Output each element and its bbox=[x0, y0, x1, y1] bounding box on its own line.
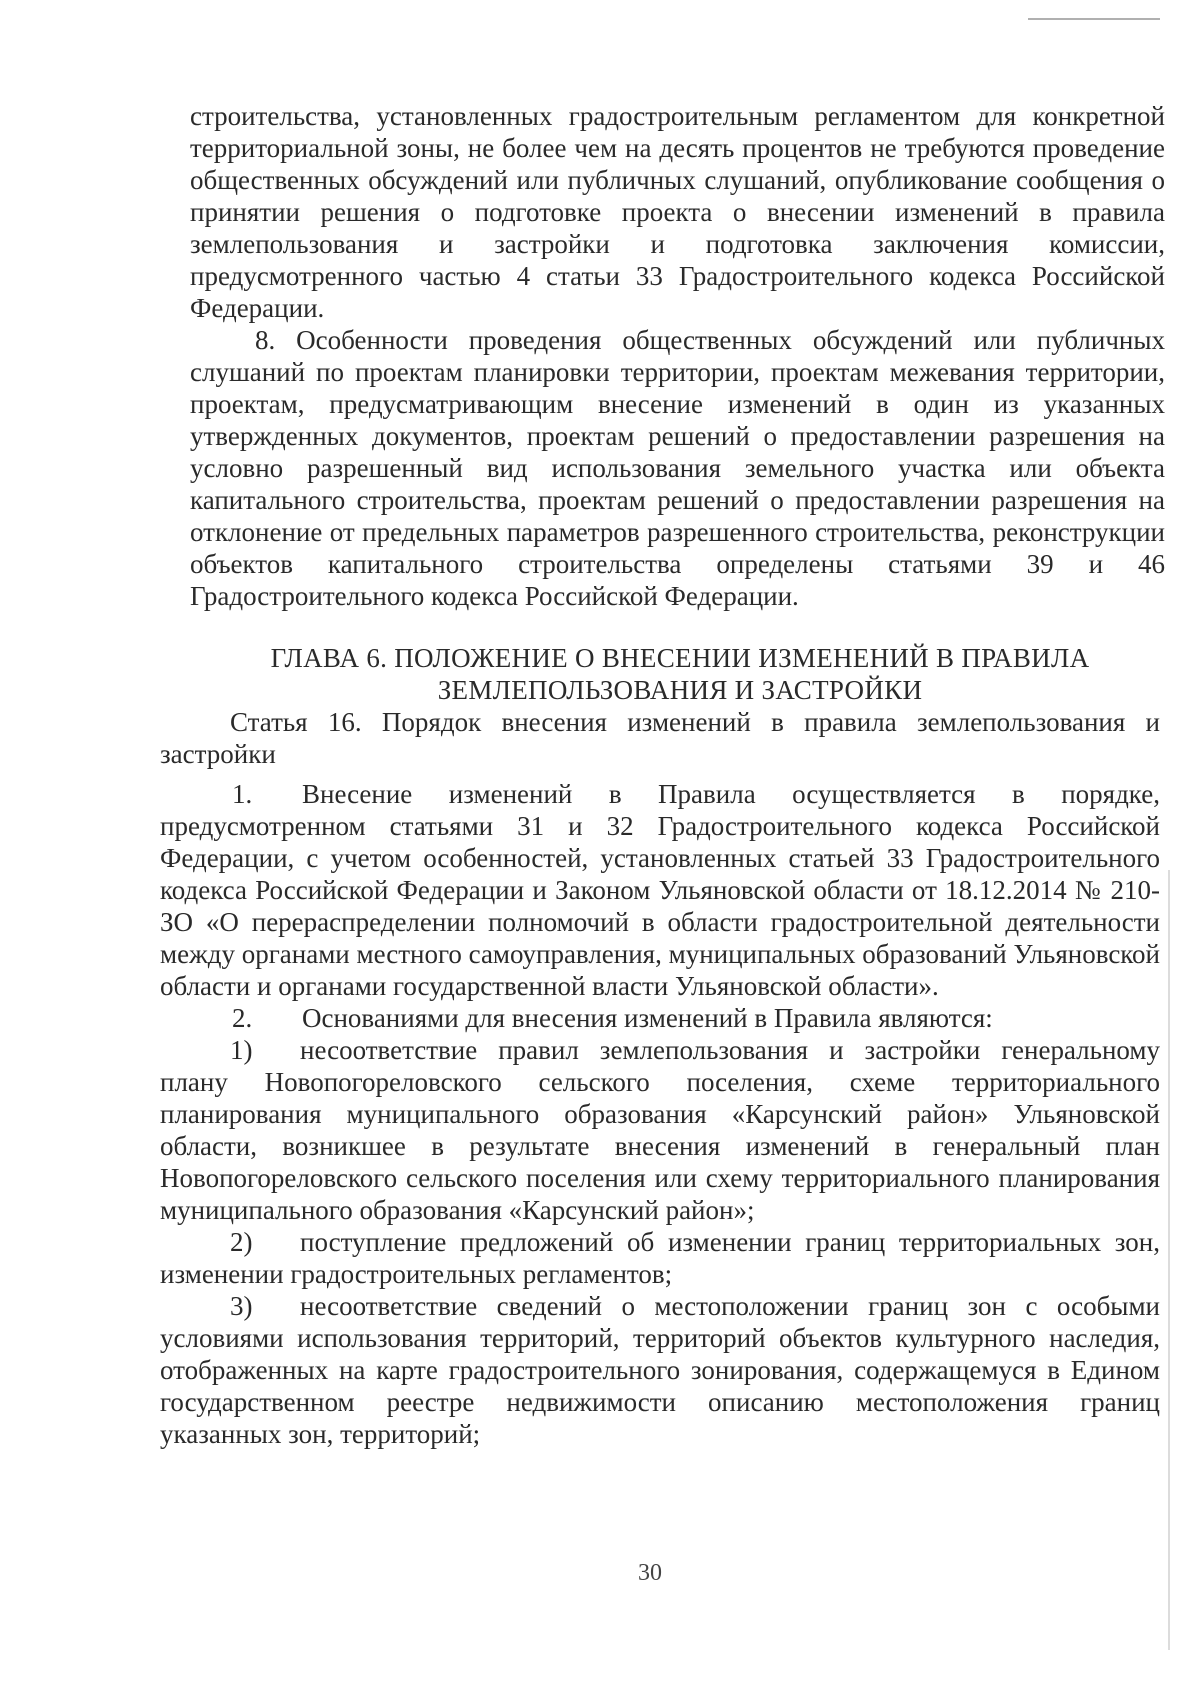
chapter-title bbox=[210, 642, 1150, 706]
item-number: 2. bbox=[232, 1003, 253, 1033]
paragraph-continuation: строительства, установленных градостроительным регламентом для конкретной территориальной зоны, не более чем на десять процентов не требуются проведение общественных обсуждений или публичных слушаний, опубликование сообщения о принятии решения о подготовке проекта о внесении изменений в правила землепользования и застройки и подготовка заключения комиссии, предусмотренного частью 4 статьи 33 Градостроительного кодекса Российской Федерации. bbox=[190, 101, 1165, 323]
article-body bbox=[160, 778, 1160, 1450]
article-title: Статья 16. Порядок внесения изменений в правила землепользования и застройки bbox=[160, 707, 1160, 769]
paragraph-8: 8. Особенности проведения общественных обсуждений или публичных слушаний по проектам планировки территории, проектам межевания территории, проектам, предусматривающим внесение изменений в один из указанных утвержденных документов, проектам решений о предоставлении разрешения на условно разрешенный вид использования земельного участка или объекта капитального строительства, проектам решений о предоставлении разрешения на отклонение от предельных параметров разрешенного строительства, реконструкции объектов капитального строительства определены статьями 39 и 46 Градостроительного кодекса Российской Федерации. bbox=[190, 325, 1165, 611]
scan-edge-line bbox=[1168, 870, 1170, 1650]
document-page bbox=[160, 100, 1165, 1450]
sub-item-number: 3) bbox=[230, 1291, 253, 1321]
list-item bbox=[160, 778, 1160, 1002]
item-number: 1. bbox=[232, 779, 253, 809]
sub-item-text: несоответствие правил землепользования и застройки генеральному плану Новопогореловского сельского поселения, схеме территориального планирования муниципального образования «Карсунский район» Ульяновской области, возникшее в результате внесения изменений в генеральный план Новопогореловского сельского поселения или схему территориального планирования муниципального образования «Карсунский район»; bbox=[160, 1035, 1160, 1225]
chapter-title-line-1: ГЛАВА 6. ПОЛОЖЕНИЕ О ВНЕСЕНИИ ИЗМЕНЕНИЙ В ПРАВИЛА bbox=[270, 643, 1090, 673]
item-text: Основаниями для внесения изменений в Правила являются: bbox=[302, 1003, 993, 1033]
sub-item-text: поступление предложений об изменении границ территориальных зон, изменении градостроительных регламентов; bbox=[160, 1227, 1160, 1289]
chapter-title-line-2: ЗЕМЛЕПОЛЬЗОВАНИЯ И ЗАСТРОЙКИ bbox=[437, 675, 923, 705]
sub-list-item bbox=[160, 1034, 1160, 1226]
scan-edge-line bbox=[1028, 18, 1160, 20]
item-text: Внесение изменений в Правила осуществляется в порядке, предусмотренном статьями 31 и 32 Градостроительного кодекса Российской Федерации, с учетом особенностей, установленных статьей 33 Градостроительного кодекса Российской Федерации и Законом Ульяновской области от 18.12.2014 № 210-ЗО «О перераспределении полномочий в области градостроительной деятельности между органами местного самоуправления, муниципальных образований Ульяновской области и органами государственной власти Ульяновской области». bbox=[160, 779, 1160, 1001]
sub-item-text: несоответствие сведений о местоположении границ зон с особыми условиями использования территорий, территорий объектов культурного наследия, отображенных на карте градостроительного зонирования, содержащемуся в Едином государственном реестре недвижимости описанию местоположения границ указанных зон, территорий; bbox=[160, 1291, 1160, 1449]
section-continuation bbox=[190, 100, 1165, 612]
sub-item-number: 2) bbox=[230, 1227, 253, 1257]
sub-list-item bbox=[160, 1290, 1160, 1450]
list-item bbox=[160, 1002, 1160, 1034]
page-number: 30 bbox=[638, 1560, 662, 1586]
sub-item-number: 1) bbox=[230, 1035, 253, 1065]
sub-list-item bbox=[160, 1226, 1160, 1290]
